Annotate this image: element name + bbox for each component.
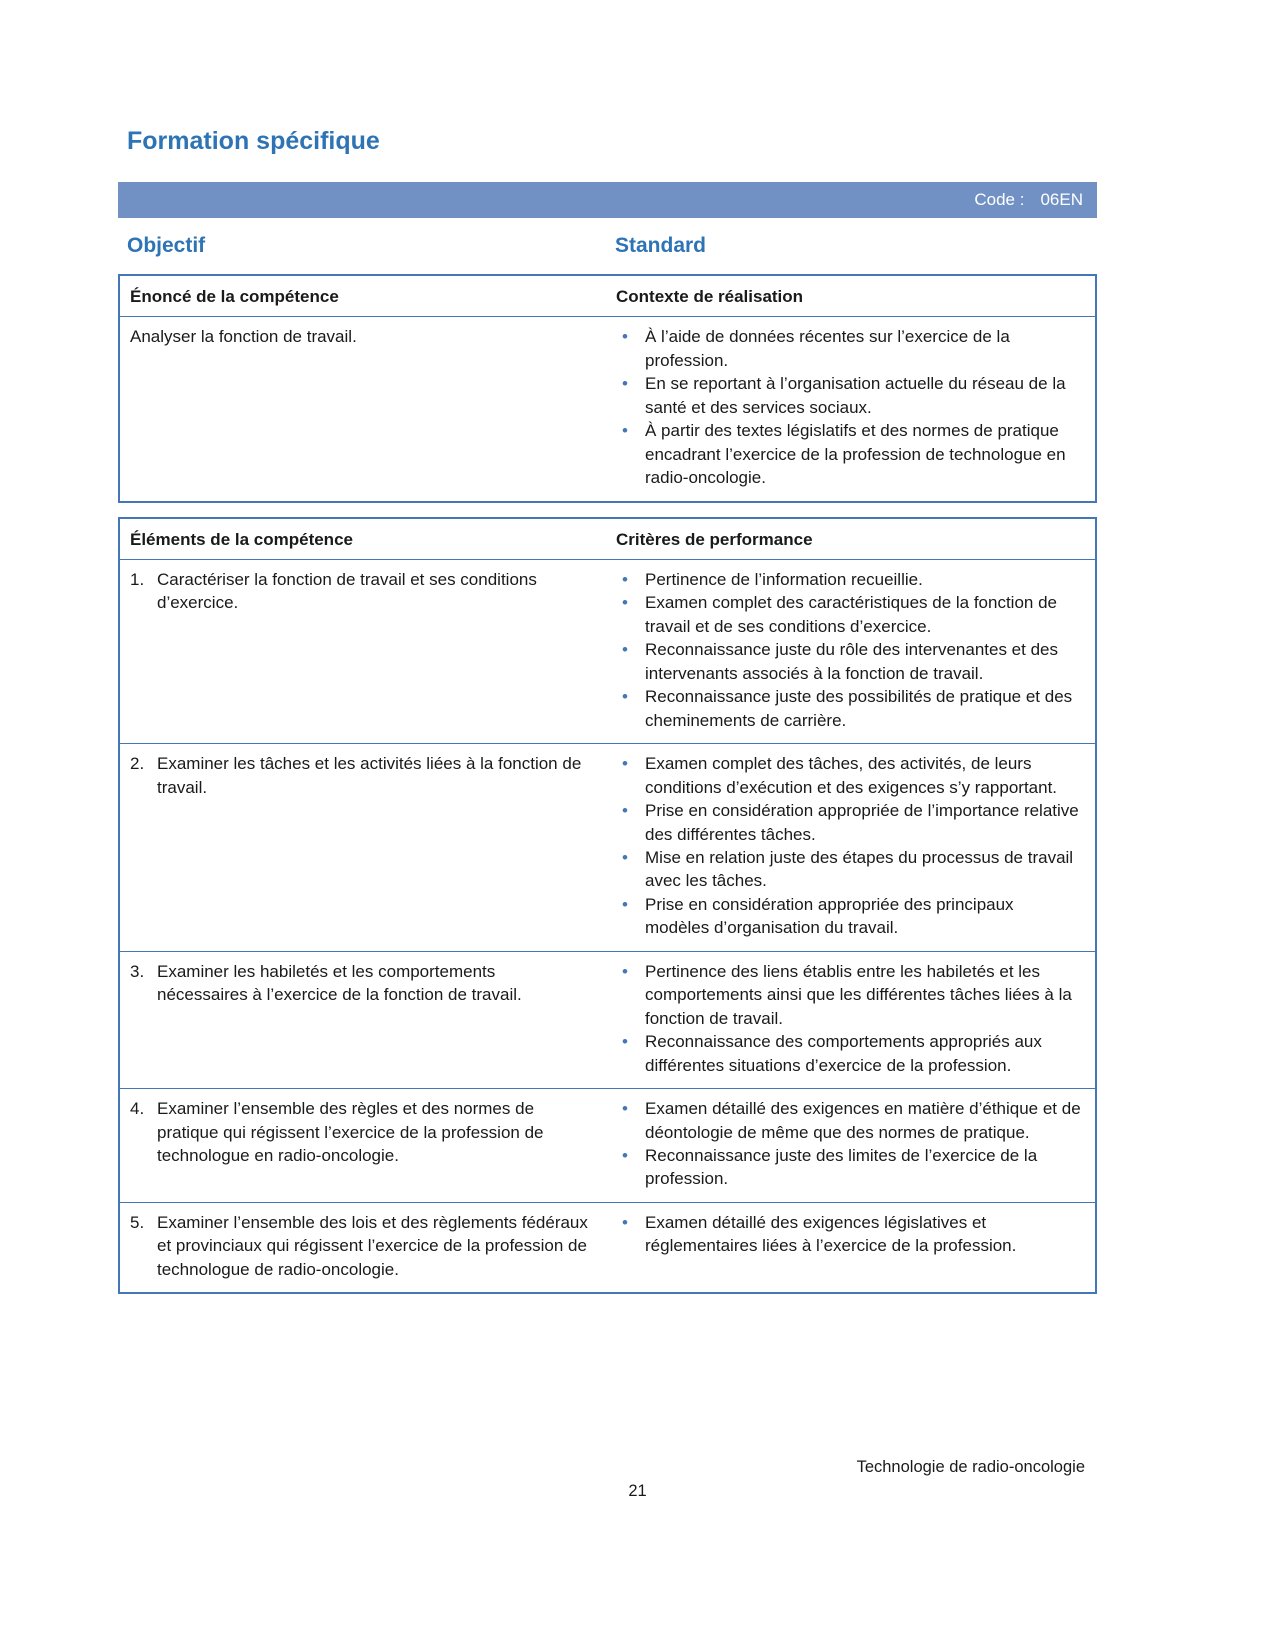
column-headers [118, 233, 1097, 258]
elements-table [118, 517, 1097, 1295]
criteres-header: Critères de performance [616, 529, 813, 549]
competence-body-row [120, 316, 1095, 500]
criteria-bullet-list [616, 752, 1081, 940]
criterion-item: • Prise en considération appropriée des principaux modèles d’organisation du travail. [616, 893, 1081, 940]
criteria-bullet-list [616, 1211, 1081, 1258]
document-content [118, 0, 1097, 1294]
competence-table-header-row [120, 276, 1095, 316]
criteria-bullet-list [616, 1097, 1081, 1191]
element-row-1 [120, 559, 1095, 743]
bullet-item: • À l’aide de données récentes sur l’exercice de la profession. [616, 325, 1081, 372]
criteria-cell [600, 1089, 1095, 1202]
item-number: 4. [130, 1099, 145, 1119]
criteria-bullet-list [616, 960, 1081, 1077]
item-number: 2. [130, 754, 145, 774]
criterion-item: • Reconnaissance juste du rôle des intervenantes et des intervenants associés à la fonction de travail. [616, 638, 1081, 685]
element-text: Examiner les tâches et les activités liées à la fonction de travail. [157, 754, 582, 797]
criterion-item: • Examen complet des tâches, des activités, de leurs conditions d’exécution et des exigences s’y rapportant. [616, 752, 1081, 799]
element-row-3 [120, 951, 1095, 1088]
numbered-item [130, 1097, 588, 1167]
criteria-bullet-list [616, 568, 1081, 732]
bullet-item: • En se reportant à l’organisation actuelle du réseau de la santé et des services sociaux. [616, 372, 1081, 419]
competence-header: Énoncé de la compétence [130, 286, 339, 306]
item-number: 3. [130, 961, 145, 981]
element-text: Examiner l’ensemble des lois et des règlements fédéraux et provinciaux qui régissent l’exercice de la profession de technologue de radio-oncologie. [157, 1212, 588, 1279]
criterion-item: • Mise en relation juste des étapes du processus de travail avec les tâches. [616, 846, 1081, 893]
code-label: Code : [974, 189, 1025, 209]
criteria-cell [600, 560, 1095, 743]
competence-statement: Analyser la fonction de travail. [130, 327, 357, 347]
criterion-item: • Reconnaissance des comportements appropriés aux différentes situations d’exercice de la profession. [616, 1030, 1081, 1077]
criterion-item: • Reconnaissance juste des limites de l’exercice de la profession. [616, 1144, 1081, 1191]
criterion-item: • Prise en considération appropriée de l’importance relative des différentes tâches. [616, 799, 1081, 846]
section-title: Formation spécifique [127, 127, 380, 155]
code-bar [118, 182, 1097, 218]
element-cell [120, 744, 600, 951]
page-number: 21 [628, 1482, 647, 1500]
bullet-item: • À partir des textes législatifs et des normes de pratique encadrant l’exercice de la profession de technologue en radio-oncologie. [616, 419, 1081, 489]
numbered-item [130, 1211, 588, 1281]
standard-heading: Standard [615, 233, 707, 257]
item-number: 1. [130, 570, 145, 590]
elements-table-header-row [120, 519, 1095, 559]
objectif-heading: Objectif [127, 233, 206, 257]
element-cell [120, 560, 600, 743]
element-text: Examiner les habiletés et les comportements nécessaires à l’exercice de la fonction de travail. [157, 961, 522, 1005]
criterion-item: • Examen détaillé des exigences en matière d’éthique et de déontologie de même que des normes de pratique. [616, 1097, 1081, 1144]
numbered-item [130, 752, 588, 799]
contexte-header: Contexte de réalisation [616, 286, 804, 306]
item-number: 5. [130, 1212, 145, 1232]
element-row-4 [120, 1088, 1095, 1202]
criterion-item: • Reconnaissance juste des possibilités de pratique et des cheminements de carrière. [616, 685, 1081, 732]
criteria-cell [600, 952, 1095, 1088]
numbered-item [130, 568, 588, 615]
element-cell [120, 1203, 600, 1292]
element-cell [120, 952, 600, 1088]
criterion-item: • Examen détaillé des exigences législatives et réglementaires liées à l’exercice de la profession. [616, 1211, 1081, 1258]
criterion-item: • Pertinence des liens établis entre les habiletés et les comportements ainsi que les différentes tâches liées à la fonction de travail. [616, 960, 1081, 1030]
element-row-2 [120, 743, 1095, 951]
contexte-cell [600, 317, 1095, 500]
criterion-item: • Pertinence de l’information recueillie. [616, 568, 1081, 591]
contexte-bullet-list [616, 325, 1081, 489]
code-value: 06EN [1040, 189, 1083, 209]
criterion-item: • Examen complet des caractéristiques de la fonction de travail et de ses conditions d’exercice. [616, 591, 1081, 638]
competence-table [118, 274, 1097, 503]
element-text: Examiner l’ensemble des règles et des normes de pratique qui régissent l’exercice de la profession de technologue en radio-oncologie. [157, 1099, 544, 1165]
element-cell [120, 1089, 600, 1202]
element-text: Caractériser la fonction de travail et ses conditions d’exercice. [157, 570, 537, 613]
criteria-cell [600, 1203, 1095, 1292]
element-row-5 [120, 1202, 1095, 1292]
elements-header: Éléments de la compétence [130, 529, 353, 549]
footer-document-title: Technologie de radio-oncologie [856, 1458, 1085, 1476]
numbered-item [130, 960, 588, 1007]
criteria-cell [600, 744, 1095, 951]
